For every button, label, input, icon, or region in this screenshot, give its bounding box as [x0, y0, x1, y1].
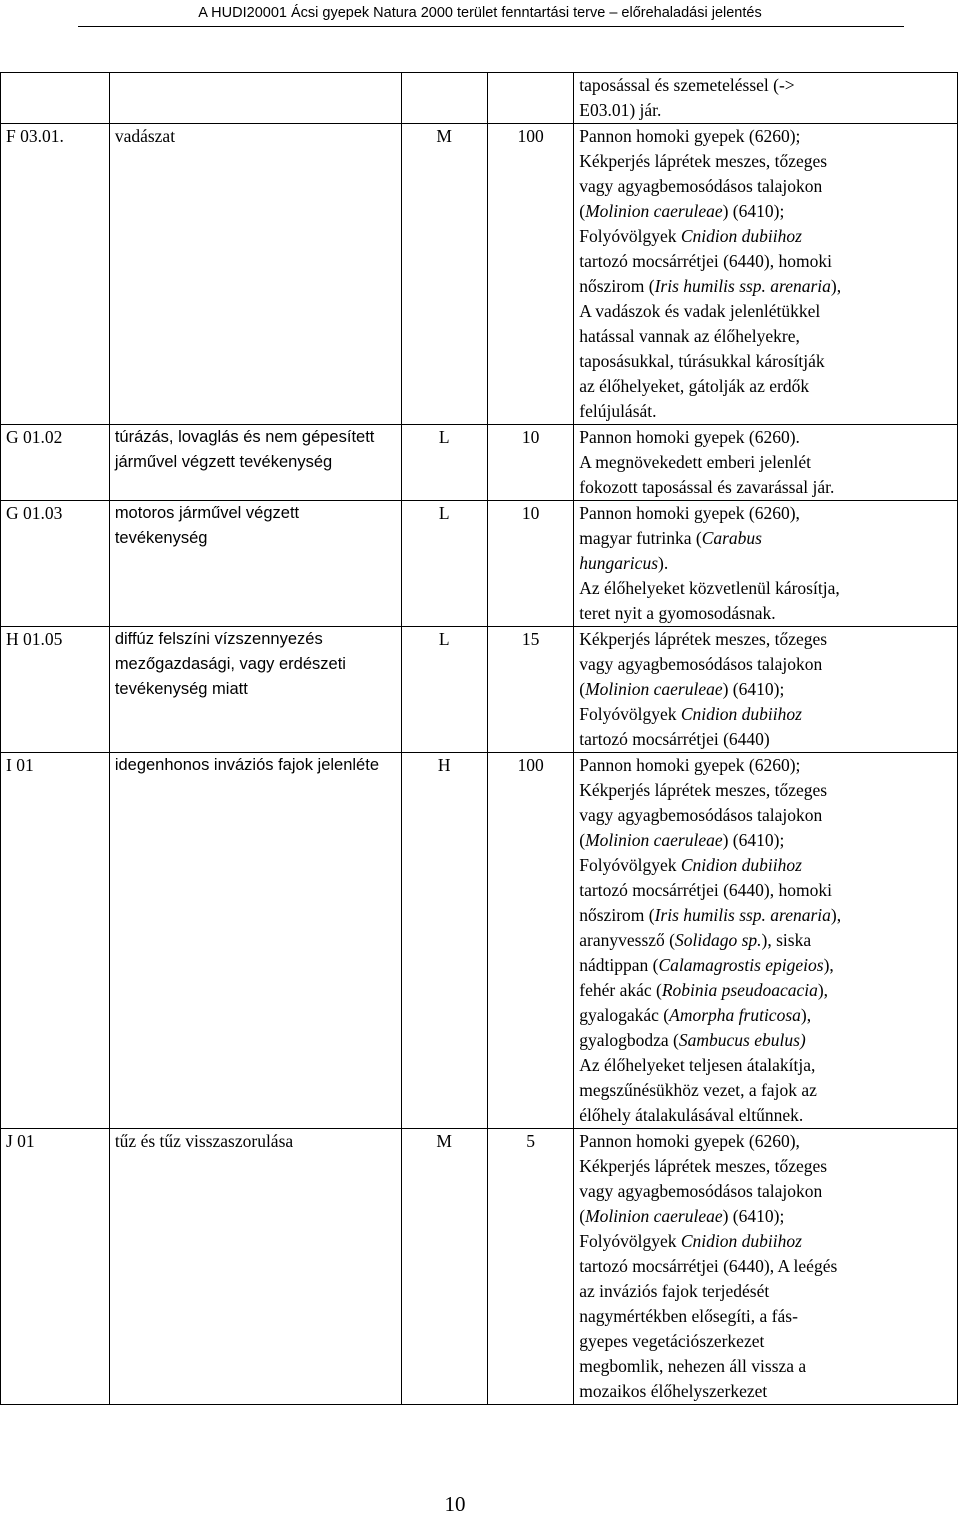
- threat-description: Kékperjés láprétek meszes, tőzeges vagy agyagbemosódásos talajokon (Molinion caeruleae) (6410); Folyóvölgyek Cnidion dubiihoz tartozó mocsárrétjei (6440): [574, 627, 958, 753]
- threat-code: G 01.02: [1, 425, 110, 501]
- threat-code: J 01: [1, 1129, 110, 1405]
- threat-percent: 5: [487, 1129, 573, 1405]
- threat-level: [401, 73, 487, 124]
- threat-name: túrázás, lovaglás és nem gépesített járművel végzett tevékenység: [109, 425, 401, 501]
- threat-code: H 01.05: [1, 627, 110, 753]
- threat-code: F 03.01.: [1, 124, 110, 425]
- threat-level: L: [401, 501, 487, 627]
- threat-code: I 01: [1, 753, 110, 1129]
- document-header: A HUDI20001 Ácsi gyepek Natura 2000 terület fenntartási terve – előrehaladási jelentés: [198, 5, 762, 21]
- threat-description: Pannon homoki gyepek (6260); Kékperjés láprétek meszes, tőzeges vagy agyagbemosódásos talajokon (Molinion caeruleae) (6410); Folyóvölgyek Cnidion dubiihoz tartozó mocsárrétjei (6440), homoki nőszirom (Iris humilis ssp. arenaria), aranyvessző (Solidago sp.), siska nádtippan (Calamagrostis epigeios), fehér akác (Robinia pseudoacacia), gyalogakác (Amorpha fruticosa), gyalogbodza (Sambucus ebulus) Az élőhelyeket teljesen átalakítja, megszűnésükhöz vezet, a fajok az élőhely átalakulásával eltűnnek.: [574, 753, 958, 1129]
- threat-percent: 10: [487, 425, 573, 501]
- threat-name: diffúz felszíni vízszennyezés mezőgazdasági, vagy erdészeti tevékenység miatt: [109, 627, 401, 753]
- threat-name: vadászat: [109, 124, 401, 425]
- threat-percent: 100: [487, 124, 573, 425]
- threat-description: Pannon homoki gyepek (6260). A megnövekedett emberi jelenlét fokozott taposással és zavarással jár.: [574, 425, 958, 501]
- threat-level: M: [401, 1129, 487, 1405]
- header-rule: [78, 26, 904, 27]
- threat-name: [109, 73, 401, 124]
- threat-percent: [487, 73, 573, 124]
- table-row: [1, 501, 958, 627]
- threat-name: motoros járművel végzett tevékenység: [109, 501, 401, 627]
- threat-percent: 10: [487, 501, 573, 627]
- threat-level: L: [401, 425, 487, 501]
- threat-level: M: [401, 124, 487, 425]
- table-row: [1, 1129, 958, 1405]
- threat-percent: 15: [487, 627, 573, 753]
- threat-name: idegenhonos inváziós fajok jelenléte: [109, 753, 401, 1129]
- table-row: [1, 425, 958, 501]
- threat-percent: 100: [487, 753, 573, 1129]
- table-row: [1, 124, 958, 425]
- table-row: [1, 753, 958, 1129]
- threat-code: [1, 73, 110, 124]
- threat-description: Pannon homoki gyepek (6260), magyar futrinka (Carabus hungaricus). Az élőhelyeket közvetlenül károsítja, teret nyit a gyomosodásnak.: [574, 501, 958, 627]
- threat-description: taposással és szemeteléssel (-> E03.01) jár.: [574, 73, 958, 124]
- threat-level: L: [401, 627, 487, 753]
- threats-table: [0, 72, 958, 1405]
- table-row: [1, 627, 958, 753]
- threat-level: H: [401, 753, 487, 1129]
- threat-description: Pannon homoki gyepek (6260); Kékperjés láprétek meszes, tőzeges vagy agyagbemosódásos talajokon (Molinion caeruleae) (6410); Folyóvölgyek Cnidion dubiihoz tartozó mocsárrétjei (6440), homoki nőszirom (Iris humilis ssp. arenaria), A vadászok és vadak jelenlétükkel hatással vannak az élőhelyekre, taposásukkal, túrásukkal károsítják az élőhelyeket, gátolják az erdők felújulását.: [574, 124, 958, 425]
- page-number: 10: [444, 1492, 466, 1516]
- threat-description: Pannon homoki gyepek (6260), Kékperjés láprétek meszes, tőzeges vagy agyagbemosódásos talajokon (Molinion caeruleae) (6410); Folyóvölgyek Cnidion dubiihoz tartozó mocsárrétjei (6440), A leégés az inváziós fajok terjedését nagymértékben elősegíti, a fás- gyepes vegetációszerkezet megbomlik, nehezen áll vissza a mozaikos élőhelyszerkezet: [574, 1129, 958, 1405]
- threat-name: tűz és tűz visszaszorulása: [109, 1129, 401, 1405]
- threat-code: G 01.03: [1, 501, 110, 627]
- table-row: [1, 73, 958, 124]
